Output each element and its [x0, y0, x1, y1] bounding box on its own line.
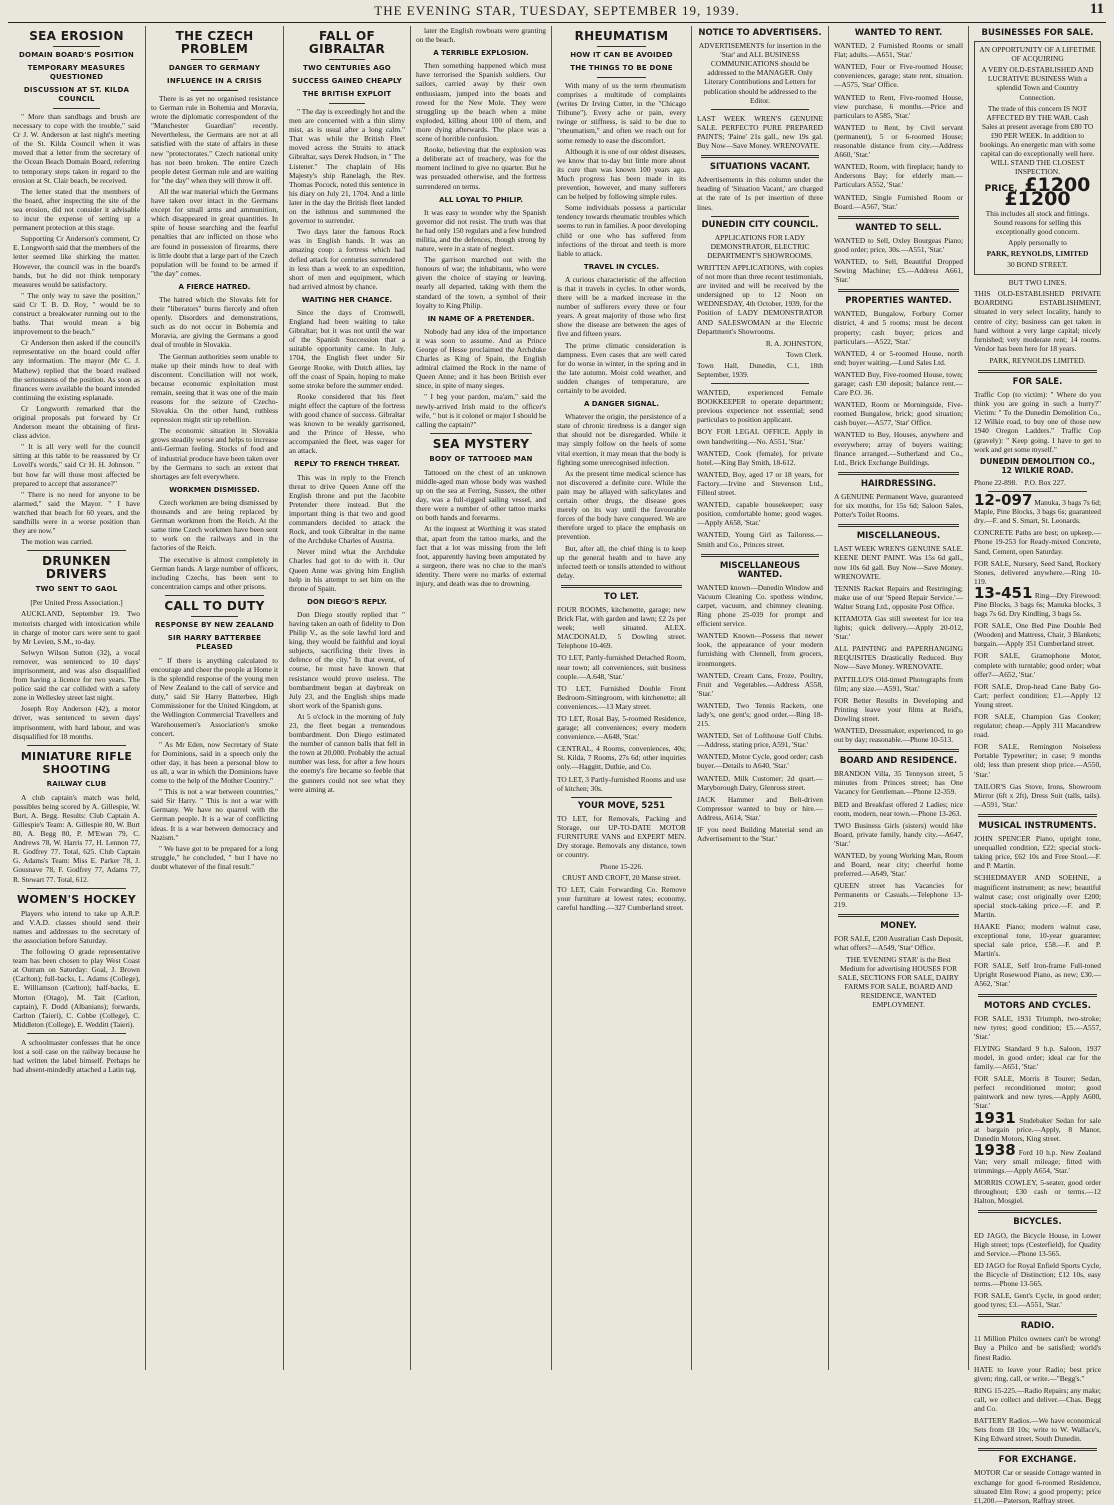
column-7: [829, 26, 969, 1370]
paragraph: " More than sandbags and brush are necessary to cope with the trouble," said Cr J. W. Anderson at last night's meeting of the St. Kilda Council when it was moved that a letter from the secretary of the Ocean Beach Domain Board, referring to temporary steps taken in regard to the erosion at St. Clair beach, be received.: [13, 112, 140, 185]
paragraph: The economic situation in Slovakia grows steadily worse and helps to increase anti-German feeling. Stocks of food and of industrial produce have been taken over by the Germans to such an extent that shortages are felt everywhere.: [151, 426, 278, 481]
ad-phone-number: 12-097: [974, 491, 1033, 510]
divider: [838, 749, 959, 752]
divider: [711, 216, 809, 217]
paragraph: Rooke considered that his fleet might effect the capture of the fortress with good chance of success. Gibraltar was known to be weakly garrisoned, and the Prince of Hesse, who accompanied the fleet, was eager for an attack.: [289, 391, 405, 456]
classified-ad: [974, 1140, 1101, 1176]
divider: [838, 216, 959, 219]
classified-ad: WANTED, Single Furnished Room or Board.—A567, 'Star.': [834, 192, 963, 211]
masthead-title: THE EVENING STAR, TUESDAY, SEPTEMBER 19, 1939.: [374, 3, 740, 18]
classified-ad: BED and Breakfast offered 2 Ladies; nice room, modern, near town.—Phone 13-263.: [834, 799, 963, 818]
ad-text: Ford 10 h.p. New Zealand Van; very small mileage; fitted with trimmings.—Apply A654, 'Star.': [974, 1147, 1101, 1176]
ad-text: Manuka, 3 bags 7s 6d; Maple, Pine Blocks, 3 bags 6s; guaranteed dry.—F. and S. Smart, St. Leonards.: [974, 498, 1101, 526]
paragraph: Cr Longworth remarked that the original proposals put forward by Cr Anderson meant the obtaining of first-class advice.: [13, 403, 140, 441]
paragraph: " We have got to be prepared for a long struggle," he concluded, " but I have no doubt whatever of the final result.": [151, 843, 278, 871]
section-heading-removals: YOUR MOVE, 5251: [577, 800, 666, 811]
deck: RAILWAY CLUB: [46, 779, 107, 788]
divider: [978, 1448, 1097, 1451]
divider: [27, 888, 126, 889]
classified-ad: TAILOR'S Gas Stove, Irons, Showroom Mirror (6ft x 2ft), Dress Suit (talls, tails).—A591, 'Star.': [974, 781, 1101, 809]
small-heading: BUT TWO LINES.: [1008, 278, 1067, 288]
deck: INFLUENCE IN A CRISIS: [167, 77, 262, 85]
paragraph: " If there is anything calculated to encourage and cheer the people at Home it is the splendid response of the young men of New Zealand to the call of service and duty," said Sir Harry Batterbee, High Commissioner for the United Kingdom, at the Wellington Commercial Travellers and Warehousemen's Association's smoke concert.: [151, 655, 278, 738]
paragraph: Some individuals possess a particular tendency towards rheumatic troubles which seems to run in families. A poor developing child or one who has suffered from infections of the throat and teeth is more liable to attack.: [557, 203, 686, 258]
divider: [561, 585, 682, 588]
paragraph: There is as yet no organised resistance to German rule in Bohemia and Moravia, wrote the diplomatic correspondent of the "Manchester Guardian" recently. Nevertheless, the Germans are not at all satisfied with the state of affairs in these new "protectorates." Czech national unity has not been broken. The entire Czech people detest German rule and are waiting for "the day" when they will throw it off.: [151, 94, 278, 185]
divider: [191, 616, 238, 617]
deck: SIR HARRY BATTERBEE PLEASED: [167, 633, 262, 651]
paragraph: A club captain's match was held, possibles being scored by A. Gillespie, W. Burt, A. Begg. Results: Club Captain A. Gillespie's Team: A. Gillespie 80, W. Burt 80, A. Begg 80, P. M'Ewan 79, C. Andrews 78, W. Harris 77, H. Lennon 77, R. Godfrey 77. Total, 625. Club Captain G. Adams's Team: Miss E. Parker 78, J. Gousnave 78, F. Godfrey 77, Adams 77, R. Stewart 77. Total, 612.: [13, 792, 140, 884]
classified-ad: WANTED, Dressmaker, experienced, to go out by day; reasonable.—Phone 10-513.: [834, 726, 963, 745]
headline-rifle-shooting: MINIATURE RIFLE SHOOTING: [20, 749, 133, 776]
divider: [53, 46, 100, 47]
paragraph: The following O grade representative team has been chosen to play West Coast at Outram on Saturday: Goal, J. Brown (Carlton); full-backs, L. Adams (College), E. Williamson (Carlton); half-backs, E. Morton (Otago), M. Tait (Carlton, captain), F. Dodd (Albanians); forwards, Carlton (Taieri), C. Cobbe (College), C. Middleton (College), E. Wedditt (Taieri).: [13, 947, 140, 1029]
subheading: A TERRIBLE EXPLOSION.: [433, 49, 529, 58]
classified-ad: PATTILLO'S Old-timed Photographs from film; any size.—A591, 'Star.': [834, 674, 963, 693]
paragraph: The letter stated that the members of the board, after inspecting the site of the sea erosion, did not consider it advisable to incur the expense of setting up a permanent protection at this stage.: [13, 186, 140, 233]
box-price: [978, 174, 1097, 210]
classified-ad: WANTED Known—Possess that newer look, the appearance of your modern furnishing with Clennell, from grocers, ironmongers.: [697, 631, 823, 668]
ad-phone: Phone 15-226.: [599, 862, 644, 872]
deck: DOMAIN BOARD'S POSITION: [19, 51, 134, 59]
subheading: TRAVEL IN CYCLES.: [583, 262, 660, 271]
classified-ad: CONCRETE Paths are best; on upkeep.—Phone 19-253 for Ready-mixed Concrete, Sand, Cement, open Saturday.: [974, 528, 1101, 556]
paragraph: Nobody had any idea of the importance it was soon to assume. And as Prince George of Hesse proclaimed the Archduke Charles as King of Spain, the English admiral claimed the Rock in the name of Queen Anne; and it has been British ever since, in spite of many sieges.: [416, 326, 546, 391]
classified-ad: CENTRAL, 4 Rooms, conveniences, 40s; St. Kilda, 7 Rooms, 27s 6d; other inquiries only.—Haggitt, Duthie, and Co.: [557, 744, 686, 772]
ad-text: Ring—Dry Firewood: Pine Blocks, 3 bags 6s; Manuka blocks, 3 bags 7s 6d. Dry Kindling, 3 bags 5s.: [974, 590, 1101, 619]
divider: [430, 433, 532, 434]
divider: [597, 46, 646, 47]
classified-ad: WANTED, Young Girl as Tailoress.—Smith and Co., Princes street.: [697, 530, 823, 549]
classified-ad: A GENUINE Permanent Wave, guaranteed for six months, for 15s 6d; Saloon Sales, Potter's Toilet Rooms.: [834, 491, 963, 520]
classified-ad: WANTED, experienced Female BOOKKEEPER to operate department; previous experience not essential; send particulars to position applicant.: [697, 388, 823, 425]
paragraph: The German authorities seem unable to make up their minds how to deal with discontent. Conciliation will not work, because economic exploitation must remain, seeing that it was one of the main reasons for the seizure of Czecho-Slovakia. On the other hand, ruthless repression might stir up rebellion.: [151, 351, 278, 425]
paragraph: Tattooed on the chest of an unknown middle-aged man whose body was washed up on the sea at Ferring, Sussex, the other day, was a full-rigged sailing vessel, and there were a number of other tattoo marks on both hands and forearms.: [416, 467, 546, 523]
classified-ad: FOR Better Results in Developing and Printing leave your films at Reid's, Dowling street.: [834, 695, 963, 723]
divider: [571, 797, 672, 798]
divider: [978, 1210, 1097, 1213]
divider: [701, 155, 819, 158]
section-heading-bicycles: BICYCLES.: [1013, 1217, 1062, 1228]
column-2: [146, 26, 284, 1370]
classified-ad: TO LET, 3 Partly-furnished Rooms and use of kitchen; 30s.: [557, 774, 686, 793]
classified-ad: WANTED to Buy, Houses, anywhere and everywhere; array of buyers waiting; finance arranged.—Sutherland and Co., Ltd., Brick Exchange Buildings.: [834, 430, 963, 467]
paragraph: But, after all, the chief thing is to keep up the general health and to have any infected teeth or tonsils attended to without delay.: [557, 543, 686, 580]
section-heading-radio: RADIO.: [1020, 1321, 1055, 1332]
ad-year: 1931: [974, 1108, 1016, 1127]
paragraph: The executive is almost completely in German hands. A large number of officers, including Czechs, has been sent to concentration camps and other prisons.: [151, 554, 278, 591]
classified-ad: WANTED, Boy, aged 17 or 18 years, for Factory.—Irvine and Stevenson Ltd., Filleul street.: [697, 469, 823, 498]
divider: [978, 994, 1097, 997]
classified-ad: MORRIS COWLEY, 5-seater, good order throughout; £30 cash or terms.—12 Halton, Mosgiel.: [974, 1178, 1101, 1206]
classified-ad: WANTED, capable housekeeper; easy position, comfortable home; good wages.—Apply A658, 'Star.': [697, 500, 823, 528]
business-ad-box: [974, 41, 1101, 275]
section-heading-businesses: BUSINESSES FOR SALE.: [981, 28, 1094, 38]
classified-ad: TO LET, Rosal Bay, 5-roomed Residence, garage; all conveniences; every modern convenience.—A648, 'Star.': [557, 714, 686, 742]
classified-ad: WANTED, Bungalow, Forbury Corner district, 4 and 5 rooms; must be decent property; cash buyer; prices and particulars.—A522, 'Star.': [834, 309, 963, 346]
paragraph: later the English rowboats were granting on the beach.: [416, 26, 546, 45]
divider: [191, 90, 238, 91]
po-box-text: P.O. Box 227.: [1024, 477, 1066, 487]
box-body: A VERY OLD-ESTABLISHED AND LUCRATIVE BUSINESS With a splendid Town and Country Connection.: [981, 65, 1094, 102]
classified-ad: [974, 583, 1101, 619]
box-text: The trade of this concern IS NOT AFFECTED BY THE WAR. Cash Sales at present average from £80 TO £90 PER WEEK. In addition to bookings. An energetic man with some capital can do exceptionally well here. WILL STAND THE CLOSEST INSPECTION.: [979, 103, 1096, 177]
classified-ad: TO LET, Cain Forwarding Co. Remove your furniture at lowest rates; economy, careful handling.—327 Cumberland street.: [557, 884, 686, 912]
classified-ad: HAAKE Piano; modern walnut case, exceptional tone, 10-year guarantee; special sale price, £58.—F. and P. Martin's.: [974, 921, 1101, 959]
paragraph: Rooke, believing that the explosion was a deliberate act of treachery, was for the moment inclined to give no quarter. But he was persuaded otherwise, and the fortress surrendered on terms.: [416, 145, 546, 191]
paragraph: " I beg your pardon, ma'am," said the newly-arrived Irish maid to the officer's wife, " but is it colonel or major I should be calling the captain?": [416, 392, 546, 429]
divider: [838, 914, 959, 917]
classified-ad: WANTED, Motor Cycle, good order; cash buyer.—Details to A640, 'Star.': [697, 752, 823, 771]
headline-call-to-duty: CALL TO DUTY: [164, 598, 265, 613]
headline-fall-of-gibraltar: FALL OF GIBRALTAR: [308, 29, 386, 56]
divider: [597, 77, 646, 78]
classified-ad: FOUR ROOMS, kitchenette, garage; new Brick Flat, with garden and lawn; £2 2s per week; well situated. ALEX. MACDONALD, 5 Dowling street. Telephone 10-469.: [557, 604, 686, 651]
box-title: AN OPPORTUNITY OF A LIFETIME OF ACQUIRING: [979, 45, 1096, 64]
section-heading-wanted-to-sell: WANTED TO SELL.: [855, 222, 942, 233]
classified-ad: WANTED, to Sell, Beautiful Dropped Sewing Machine; £5.—Address A661, 'Star.': [834, 256, 963, 285]
advertiser-name: DUNEDIN DEMOLITION CO., 12 WILKIE ROAD.: [980, 456, 1095, 475]
paragraph: It was easy to wonder why the Spanish governor did not resist. The truth was that he had only 150 regulars and a few hundred militia, and the defences, though strong by nature, were in a state of neglect.: [416, 207, 546, 254]
headline-sea-erosion: SEA EROSION: [29, 29, 124, 43]
classified-ad: QUEEN street has Vacancies for Permanents or Casuals.—Telephone 13-219.: [834, 881, 963, 909]
classified-ad: FOR SALE, Champion Gas Cooker; regulator; cheap.—Apply 311 Macandrew road.: [974, 712, 1101, 740]
classified-ad: TO LET, Furnished Double Front Bedroom-Sittingroom, with kitchenette; all conveniences.—13 Mary street.: [557, 683, 686, 711]
deck: TEMPORARY MEASURES QUESTIONED: [27, 64, 126, 81]
ad-text: Studebaker Sedan for sale at bargain price.—Apply, 8 Manor, Dunedin Motors, King street.: [974, 1115, 1101, 1143]
paragraph: Players who intend to take up A.R.P. and V.A.D. classes should send their names and addresses to the secretary of the association before Saturday.: [13, 908, 140, 945]
deck: RESPONSE BY NEW ZEALAND: [154, 620, 275, 629]
subheading: A FIERCE HATRED.: [178, 282, 251, 291]
section-note: Advertisements in this column under the heading of 'Situation Vacant,' are charged at the rate of 1s per insertion of three lines.: [697, 175, 823, 212]
subheading: ALL LOYAL TO PHILIP.: [439, 195, 523, 204]
classified-ad: LAST WEEK WREN'S GENUINE SALE. PERFECTO PURE PREPARED PAINTS; 'Paine' 21s gall., new 19s gal. Buy Now—Save Money. WRENOVATE.: [697, 113, 823, 151]
paragraph: " As Mr Eden, now Secretary of State for Dominions, said in a speech only the other day, it has been a personal blow to us all, a war in which the Dominions have come to the help of the Mother Country.": [151, 739, 278, 786]
classified-ad: TO LET, Partly-furnished Detached Room, near town; all conveniences, suit business couple.—A.648, 'Star.': [557, 653, 686, 681]
paragraph: With many of us the term rheumatism comprises a multitude of complaints (writes Dr Irving Cutter, in the "Chicago Tribune"). Every ache or pain, every twinge or stiffness, is said to be due to "rheumatism," and often we reach out for some remedy to ease the discomfort.: [557, 81, 686, 145]
press-credit: [Per United Press Association.]: [30, 598, 123, 608]
classified-ad: ED JAGO for Royal Enfield Sports Cycle, the Bicycle of Distinction; £12 10s, easy terms.—Phone 13-565.: [974, 1260, 1101, 1288]
ad-firm: CRUST AND CROFT, 20 Manse street.: [562, 873, 681, 883]
paragraph: This was in reply to the French threat to drive Queen Anne off the English throne and put the Jacobite Pretender there instead. But the important thing is that two and good commanders decided to attack the Rock, and took Gibraltar in the name of the Archduke Charles of Austria.: [289, 472, 405, 546]
classified-ad: FOR SALE, One Bed Pine Double Bed (Wooden) and Mattress, Chair, 3 Blankets; bargain.—Apply 351 Cumberland street.: [974, 621, 1101, 649]
ad-year: 1938: [974, 1140, 1016, 1159]
divider: [191, 59, 238, 60]
masthead: [8, 0, 1106, 23]
classified-ad: FOR SALE, £200 Australian Cash Deposit, what offers?—A549, 'Star' Office.: [834, 933, 963, 952]
classified-ad: RING 15-225.—Radio Repairs; any make; call, we collect and deliver.—Chas. Begg and Co.: [974, 1385, 1101, 1413]
classified-ad: WANTED, Milk Customer; 2d quart.—Maryborough Dairy, Glenross street.: [697, 773, 823, 792]
classified-ad: FOR SALE, Gent's Cycle, in good order; good tyres; £3.—A551, 'Star.': [974, 1291, 1101, 1310]
classified-ad: WANTED, Set of Lofthouse Golf Clubs.—Address, stating price, A591, 'Star.': [697, 731, 823, 750]
paragraph: Czech workmen are being dismissed by thousands and are being replaced by German workmen from the Reich. At the same time Czech workmen have been sent to work on the railways and in the factories of the Reich.: [151, 497, 278, 553]
paragraph: Joseph Roy Anderson (42), a motor driver, was sentenced to seven days' imprisonment, with hard labour, and was disqualified for 18 months.: [13, 704, 140, 741]
classified-ad: WANTED, Room, with fireplace; handy to Andersons Bay; for elderly man.—Particulars A552, 'Star.': [834, 162, 963, 190]
classified-ad: TO LET, for Removals, Packing and Storage, our UP-TO-DATE MOTOR FURNITURE VANS and EXPERT MEN. Dry storage. Removals any distance, town or country.: [557, 813, 686, 860]
divider: [701, 554, 819, 557]
section-heading-board-residence: BOARD AND RESIDENCE.: [839, 756, 958, 767]
classified-ad: FOR SALE, Self Iron-frame Full-toned Upright Rosewood Piano, as new; £30.—A562, 'Star.': [974, 961, 1101, 989]
section-heading-motors: MOTORS AND CYCLES.: [984, 1000, 1091, 1011]
paragraph: Then something happened which must have terrorised the Spanish soldiers. Our sailors, carried away by their own enthusiasm, jumped into the boats and rowed for the New Mole. They were struggling up the beach when a mine exploded, killing about 100 of them, and more dying afterwards. The place was a scene of horrible confusion.: [416, 61, 546, 144]
classified-ad: WANTED, Cook (female), for private hotel.—King Bay Smith, 18-612.: [697, 448, 823, 467]
classified-ad: WANTED, Four or Five-roomed House; conveniences, garage; state rent, situation.—A575, 'Star' Office.: [834, 62, 963, 90]
paragraph: Whatever the origin, the persistence of a state of chronic tiredness is a danger sign that should not be disregarded. While it may simply follow on the heels of some vital exertion, it may mean that the body is fighting some unrecognised infection.: [557, 412, 686, 467]
notice-body: ADVERTISEMENTS for insertion in the 'Star' and ALL BUSINESS COMMUNICATIONS should be addressed to the MANAGER. Only Literary Contributions and Letters for publication should be addressed to the Editor.: [698, 41, 822, 105]
classified-ad: WANTED, Cream Cans, Froze, Poultry, Fruit and Vegetables.—Address A558, 'Star.': [697, 670, 823, 698]
box-note: This includes all stock and fittings. Sound reasons for selling this exceptionally good concern.: [985, 208, 1090, 236]
classified-ad: FOR SALE, Nursery, Seed Sand, Rockery Stones, delivered anywhere.—Ring 10-119.: [974, 558, 1101, 586]
paragraph: Cr Anderson then asked if the council's representative on the board could offer any information. The mayor (Mr C. J. Mathew) replied that the board realised the seriousness of the position. As soon as finances were available the board intended continuing the existing esplanade.: [13, 338, 140, 402]
paragraph: The motion was carried.: [21, 537, 93, 547]
section-heading-for-sale: FOR SALE.: [1012, 377, 1063, 387]
divider: [27, 550, 126, 551]
classified-ad: [974, 491, 1101, 526]
council-signature: R. A. JOHNSTON,: [765, 338, 823, 348]
classified-ad: WANTED to Sell, Oxley Bourgeas Piano; good order; price, 30s.—A551, 'Star.': [834, 235, 963, 254]
classified-ad: FOR SALE, Drop-head Cane Baby Go-Cart; perfect condition; £1.—Apply 12 Young street.: [974, 681, 1101, 709]
subheading: WORKMEN DISMISSED.: [169, 485, 260, 494]
council-heading: DUNEDIN CITY COUNCIL.: [701, 219, 819, 230]
classified-ad: KITAMOTA Gas still sweetest for ice tea lights; quick delivery.—Apply 20-012, 'Star.': [834, 613, 963, 642]
paragraph: Don Diego stoutly replied that " having taken an oath of fidelity to Don Philip V., as the sole lawful lord and king, they would be faithful and loyal subjects, sacrificing their lives in defence of the city." In that event, of course, he must have known that resistance would prove useless. The bombardment began at daybreak on July 23, and the English ships made short work of the Spanish guns.: [289, 609, 405, 710]
paragraph: Two days later the famous Rock was in English hands. It was an amazing coup: a fortress which had defied attack for centuries surrendered in less than a week to an expedition, short of men and equipment, which had arrived almost by chance.: [289, 227, 405, 291]
paragraph: Selwyn Wilson Sutton (32), a vocal remover, was sentenced to 10 days' imprisonment, and was also disqualified from having a licence for two years. The police said the car collided with a safety zone in Wellesley street last night.: [13, 647, 140, 703]
section-heading-situations: SITUATIONS VACANT.: [709, 162, 811, 173]
box-agent: PARK, REYNOLDS, LIMITED: [986, 248, 1089, 258]
deck: TWO CENTURIES AGO: [303, 64, 391, 72]
ad-phone-number: 13-451: [974, 583, 1033, 602]
classified-ad: WANTED Buy, Five-roomed House, town; garage; cash £30 deposit; balance rent.—Care P.O. 36.: [834, 369, 963, 398]
paragraph: AUCKLAND, September 19. Two motorists charged with intoxication while in charge of motor cars were sent to gaol by Mr Levien, S.M., to-day.: [13, 609, 140, 646]
council-signature-title: Town Clerk.: [786, 349, 823, 359]
column-8: [969, 26, 1106, 1505]
paragraph: As the present time medical science has not discovered a definite cure. While the pain may be allayed with salicylates and certain other drugs, the disease goes merely on its way until the favourable forces of the body have conquered. We are therefore urged to place the emphasis on prevention.: [557, 468, 686, 542]
classified-ad: THIS OLD-ESTABLISHED PRIVATE BOARDING ESTABLISHMENT, situated in very select locality, handy to centre of city; business can get taken in hand without a very large capital; nicely furnished; very moderate rent; 14 rooms. Vendor has been here for 18 years.: [974, 289, 1101, 353]
ad-contact: [974, 478, 1101, 487]
classified-ad: WANTED to Rent, Five-roomed House, view purchase, 6 months.—Price and particulars to A585, 'Star.': [834, 92, 963, 120]
classified-ad: FLYING Standard 9 h.p. Saloon, 1937 model, in good order; ideal car for the family.—A651, 'Star.': [974, 1043, 1101, 1072]
deck: SUCCESS GAINED CHEAPLY: [292, 77, 402, 85]
headline-drunken-drivers: DRUNKEN DRIVERS: [42, 554, 111, 582]
deck: DISCUSSION AT ST. KILDA COUNCIL: [23, 86, 130, 103]
paragraph: Since the days of Cromwell, England had been waiting to take Gibraltar; but it was not until the war of the Spanish Succession that a suitable opportunity came. In July, 1704, the English fleet under Sir George Rooke, with Dutch allies, lay off the coast of Spain, hoping to make some stroke before the summer ended.: [289, 307, 405, 390]
paragraph: The prime climatic consideration is dampness. Even cases that are well cared for do worse in winter, in the spring and in the late autumn. Moist cold weather, and sudden changes of temperature, are certainly to be avoided.: [557, 340, 686, 395]
council-subject: APPLICATIONS FOR LADY DEMONSTRATOR, ELECTRIC DEPARTMENT'S SHOWROOMS.: [707, 232, 813, 260]
classified-ad: FOR SALE, Remington Noiseless Portable Typewriter; in case; 9 months old; less than present shop price.—A550, 'Star.': [974, 742, 1101, 779]
divider: [978, 1314, 1097, 1317]
paragraph: The garrison marched out with the honours of war; the inhabitants, who were given the choice of staying or leaving, nearly all departed, taking with them the standard of the town, a symbol of their loyalty to King Philip.: [416, 255, 546, 310]
classified-ad: BOY FOR LEGAL OFFICE. Apply in own handwriting.—No. A551, 'Star.': [697, 427, 823, 446]
section-heading-musical: MUSICAL INSTRUMENTS.: [978, 820, 1097, 831]
section-heading-properties-wanted: PROPERTIES WANTED.: [845, 296, 952, 307]
classified-ad: WANTED, 2 Furnished Rooms or small Flat; adults.—A651, 'Star.': [834, 41, 963, 60]
price-label: PRICE,: [984, 184, 1018, 195]
paragraph: At the inquest at Worthing it was stated that, apart from the tattoo marks, and the fact that a lot was missing from the left foot, apparently having been amputated by a surgeon, there was no clue to the man's identity. There were no marks of external injury, and death was due to drowning.: [416, 524, 546, 588]
divider: [27, 1033, 126, 1034]
price-amount: £1200: [1024, 174, 1091, 197]
section-heading-money: MONEY.: [880, 920, 917, 931]
council-text: WRITTEN APPLICATIONS, with copies of not more than three recent testimonials, are invited and will be received by the undersigned up to 12 Noon on WEDNESDAY, 4th October, 1939, for the Position of LADY DEMONSTRATOR AND SALESWOMAN at the Electric Department's Showrooms.: [697, 262, 823, 336]
divider: [329, 59, 365, 60]
price-amount: £1200: [1004, 187, 1071, 210]
column-3: [284, 26, 411, 1370]
classified-ad: WANTED to Rent, by Civil servant (permanent), 5 or 6-roomed House; reasonable distance from city.—Address A660, 'Star.': [834, 122, 963, 160]
deck: HOW IT CAN BE AVOIDED: [570, 51, 673, 59]
paragraph: The hatred which the Slovaks felt for their "liberators" burns fiercely and often openly. Disorders and demonstrations, such as do not occur in Bohemia and Moravia, are giving the Germans a good deal of trouble in Slovakia.: [151, 294, 278, 350]
divider: [978, 814, 1097, 817]
classified-ad: ALL PAINTING and PAPERHANGING REQUISITES Drastically Reduced. Buy Now—Save Money. WRENOVATE.: [834, 644, 963, 672]
column-6: [692, 26, 829, 1370]
paragraph: At 5 o'clock in the morning of July 23, the fleet began a tremendous bombardment. Don Diego estimated the number of cannon balls that fell in the town at 20,000. Probably the actual number was less, for after a few hours the enemy's fire became so feeble that the gunners could not see what they were aiming at.: [289, 711, 405, 794]
subheading: A DANGER SIGNAL.: [583, 400, 660, 409]
classified-ad: FOR SALE, Gramophone Motor, complete with turntable; good order; what offer?—A652, 'Star.': [974, 651, 1101, 679]
subheading: IN NAME OF A PRETENDER.: [427, 314, 535, 323]
subheading: REPLY TO FRENCH THREAT.: [294, 460, 400, 469]
divider: [27, 745, 126, 746]
box-apply: Apply personally to: [1008, 237, 1067, 247]
classified-ad: Traffic Cop (to victim): " Where do you think you are going in such a hurry?" Victim: " To the Dunedin Demolition Co., 12 Wilkie road, to buy one of those new 1940 Oregon Ladders." Traffic Cop (gravely): " Keep going. I have to get to work and get some myself.": [974, 390, 1101, 454]
classified-ad: BATTERY Radios.—We have economical Sets from £8 10s; write to W. Wallace's, King Edward street, South Dunedin.: [974, 1416, 1101, 1444]
paragraph: " This is not a war between countries," said Sir Harry. " This is not a war with Germany. We have no quarrel with the German people. It is a war of conflicting ideas. It is a war between democracy and Nazism.": [151, 787, 278, 842]
paragraph: Supporting Cr Anderson's comment, Cr E. Longworth said that the members of the letter seemed like shirking the matter. However, the council was in the board's hands, but he did not think temporary measures would be satisfactory.: [13, 234, 140, 289]
council-place: Town Hall, Dunedin, C.1, 18th September, 1939.: [697, 360, 823, 379]
divider: [711, 383, 809, 384]
headline-czech-problem: THE CZECH PROBLEM: [175, 29, 254, 56]
box-address: 30 BOND STREET.: [1007, 260, 1068, 270]
paragraph: " The day is exceedingly hot and the men are concerned with a thin slimy mist, as is usual after a long calm." That was while the British Fleet moved across the Straits to attack Gibraltar, says Derek Hudson, in " The Listener." The chaplain of His Majesty's ship Ranelagh, the Rev. Thomas Pocock, noted this sentence in his diary on July 21, 1704. And a little later in the day the British fleet landed on the isthmus and summoned the governor to surrender.: [289, 107, 405, 226]
column-1: [8, 26, 146, 1370]
classified-ad: THE 'EVENING STAR' is the Best Medium for advertising HOUSES FOR SALE, SECTIONS FOR SALE, DAIRY FARMS FOR SALE, BOARD AND RESIDENCE, WANTED EMPLOYMENT.: [838, 954, 959, 1010]
classified-ad: ED JAGO, the Bicycle House, in Lower High street; tops (Cesterfield), for Quality and Service.—Phone 13-565.: [974, 1230, 1101, 1258]
divider: [838, 472, 959, 475]
paragraph: A curious characteristic of the affection is that it travels in cycles. In other words, there will be a marked increase in the number of sufferers every three or four years. A great majority of those who first show the disease are between the ages of five and fifteen years.: [557, 274, 686, 339]
deck: DANGER TO GERMANY: [168, 64, 261, 72]
classified-ad: WANTED, Room or Morningside, Five-roomed Bungalow, brick; good situation; cash buyer.—A577, 'Star' Office.: [834, 400, 963, 428]
divider: [838, 289, 959, 292]
classified-ad: TENNIS Racket Repairs and Restringing; make use of our 'Speed Repair Service.'—Walter Strang Ltd., opposite Post Office.: [834, 583, 963, 611]
subheading: WAITING HER CHANCE.: [301, 295, 393, 304]
classified-ad: FOR SALE, Morris 8 Tourer; Sedan, perfect reconditioned motor; good paintwork and new tyres.—Apply A600, 'Star.': [974, 1074, 1101, 1111]
classified-ad: WANTED known—Dunedin Window and Vacuum Cleaning Co. spotless window, carpet, vacuum, and chimney cleaning. Ring phone 25-039 for prompt and efficient service.: [697, 582, 823, 629]
column-5: [552, 26, 692, 1370]
classified-ad: MOTOR Car or seaside Cottage wanted in exchange for good 6-roomed Residence, situated Elm Row; a good property; price £1,200.—Paterson, Raffray street.: [974, 1468, 1101, 1505]
paragraph: A schoolmaster confesses that he once lost a soil case on the railway because he had written the label himself. Perhaps he had absent-mindedly attached a Latin tag.: [13, 1037, 140, 1075]
section-heading-to-let: TO LET.: [604, 591, 639, 602]
headline-sea-mystery: SEA MYSTERY: [432, 436, 530, 451]
classified-ad: 11 Million Philco owners can't be wrong! Buy a Philco and be satisfied; world's finest Radio.: [974, 1334, 1101, 1362]
divider: [53, 108, 100, 109]
classified-ad: TWO Business Girls (sisters) would like Board, private family, handy city.—A647, 'Star.': [834, 820, 963, 848]
classified-ad: WANTED, 4 or 5-roomed House, north end; buyer waiting.—Lund Sales Ltd.: [834, 348, 963, 367]
deck: THE BRITISH EXPLOIT: [302, 90, 392, 98]
divider: [329, 103, 365, 104]
ad-agent: PARK, REYNOLDS LIMITED.: [989, 355, 1086, 365]
classified-ad: FOR SALE, 1931 Triumph, two-stroke; new tyres; good condition; £5.—A557, 'Star.': [974, 1013, 1101, 1041]
classified-ad: WANTED, by young Working Man, Room and Board, near city; cheerful home preferred.—A649, 'Star.': [834, 851, 963, 879]
paragraph: " There is no need for anyone to be alarmed," said the Mayor. " I have watched that beach for 60 years, and the sandhills were in a worse position than they are now.": [13, 489, 140, 536]
classified-ad: HATE to leave your Radio; best price given; ring, call, or write.—"Begg's.": [974, 1364, 1101, 1383]
section-heading-hairdressing: HAIRDRESSING.: [860, 478, 937, 489]
deck: TWO SENT TO GAOL: [35, 585, 118, 594]
paragraph: All the war material which the Germans have taken over intact in the Germans except for small arms and ammunition, which disappeared in great quantities. In spite of house searching and the fearful penalties that are inflicted on those who are found in possession of firearms, there is little doubt that a large part of the Czech population will be found to be armed if "the day" comes.: [151, 186, 278, 278]
deck: BODY OF TATTOOED MAN: [429, 454, 533, 463]
divider: [838, 524, 959, 527]
classified-ad: JOHN SPENCER Piano, upright tone, unequalled condition, £22; special stock-taking price, £62 10s and Free Stool.—F. and P. Martin.: [974, 834, 1101, 871]
classified-ad: LAST WEEK WREN'S GENUINE SALE. KEENE DENT PAINT. Was 15s 6d gall., now 10s 6d gall. Buy Now—Save Money. WRENOVATE.: [834, 544, 963, 581]
section-heading-wanted-to-rent: WANTED TO RENT.: [854, 28, 943, 38]
paragraph: " The only way to save the position," said Cr T. B. D. Roy, " would be to construct a breakwater running out to the baths. That would mean a big improvement to the beach.": [13, 290, 140, 337]
divider: [711, 109, 809, 110]
classified-ad: IF you need Building Material send an Advertisement to the 'Star.': [697, 825, 823, 844]
paragraph: Never mind what the Archduke Charles had got to do with it. Our Queen Anne was giving him English help in his attempt to set him on the throne of Spain.: [289, 547, 405, 593]
page-number: 11: [1089, 1, 1104, 17]
classified-ad: SCHIEDMAYER AND SOEHNE, a magnificent instrument; as new; beautiful walnut case; cost originally over £200; special stock-taking price.—F. and P. Martin.: [974, 873, 1101, 919]
classified-ad: WANTED, Two Tennis Rackets, one lady's, one gent's; good order.—Ring 18-215.: [697, 700, 823, 729]
section-heading-miscellaneous: MISCELLANEOUS.: [856, 531, 941, 542]
classified-ad: [974, 1108, 1101, 1143]
section-heading-exchange: FOR EXCHANGE.: [998, 1455, 1077, 1466]
deck: THE THINGS TO BE DONE: [570, 64, 673, 72]
divider: [978, 370, 1097, 373]
subheading: DON DIEGO'S REPLY.: [307, 597, 387, 606]
section-heading-misc-wanted: MISCELLANEOUS WANTED.: [719, 560, 801, 580]
paragraph: " It is all very well for the council sitting at this table to be reassured by Cr Lovell's words," said Cr H. H. Johnson. " but how far will those most affected be prepared to accept that assurance?": [13, 442, 140, 488]
classified-ad: JACK Hammer and Belt-driven Compressor wanted to buy or hire.—Address, A614, 'Star.': [697, 794, 823, 822]
headline-womens-hockey: WOMEN'S HOCKEY: [16, 892, 137, 906]
section-heading-notice: NOTICE TO ADVERTISERS.: [698, 28, 822, 38]
classified-ad: BRANDON Villa, 35 Tennyson street, 5 minutes from Princes street; has One Vacancy for Gentleman.—Phone 12-359.: [834, 769, 963, 797]
headline-rheumatism: RHEUMATISM: [574, 29, 669, 43]
phone-text: Phone 22-898.: [974, 477, 1018, 487]
divider: [165, 595, 264, 596]
column-4: [411, 26, 552, 1370]
paragraph: Although it is one of our oldest diseases, we know that to-day but little more about its cure than was known 100 years ago. Much progress has been made in its prevention, however, and many sufferers can be helped by following simple rules.: [557, 146, 686, 202]
